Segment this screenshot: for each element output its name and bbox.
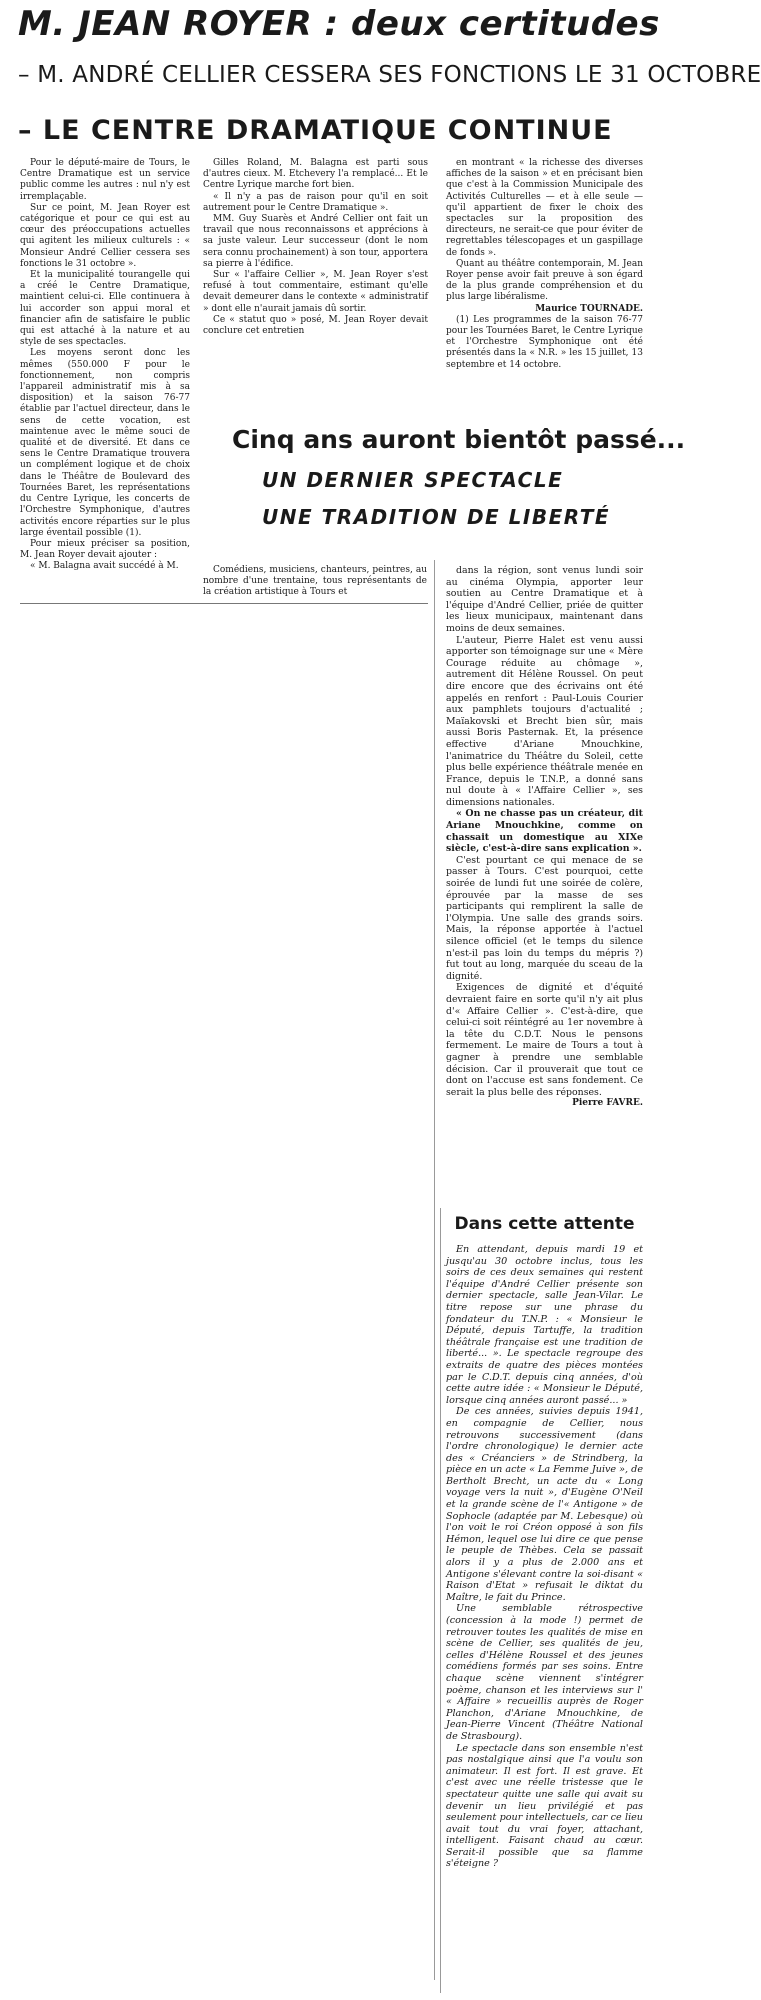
article1-footnote: (1) Les programmes de la saison 76-77 pour les Tournées Baret, le Centre Lyrique et l'Orchestre Symphonique ont été présentés dans la « N.R. » les 15 juillet, 13 septembre et 14 octobre. bbox=[446, 314, 643, 370]
article1-column-b bbox=[203, 158, 428, 450]
article1-paragraph: Les moyens seront donc les mêmes (550.000 F pour le fonctionnement, non compris l'appareil administratif mis à sa disposition) et la saison 76-77 établie par l'actuel directeur, dans le sens de cette vocation, est maintenue avec le même souci de qualité et de diversité. Et dans ce sens le Centre Dramatique trouvera un complément logique et de choix dans le Théâtre de Boulevard des Tournées Baret, les représentations du Centre Lyrique, les concerts de l'Orchestre Symphonique, d'autres activités encore réparties sur le plus large éventail possible (1). bbox=[20, 348, 190, 538]
article1-signature: Maurice TOURNADE. bbox=[535, 303, 643, 314]
article2-paragraph: L'auteur, Pierre Halet est venu aussi apporter son témoignage sur une « Mère Courage réduite au chômage », autrement dit Hélène Roussel. On peut dire encore que des écrivains ont été appelés en renfort : Paul-Louis Courier aux pamphlets toujours d'actualité ; Maïakovski et Brecht bien sûr, mais aussi Boris Pasternak. Et, la présence effective d'Ariane Mnouchkine, l'animatrice du Théâtre du Soleil, cette plus belle expérience théâtrale menée en France, depuis le T.N.P., a donné sans nul doute à « l'Affaire Cellier », ses dimensions nationales. bbox=[446, 634, 643, 808]
headline-sub-2: – LE CENTRE DRAMATIQUE CONTINUE bbox=[18, 115, 613, 146]
article3-title: Dans cette attente bbox=[454, 1214, 635, 1234]
article2-signature: Pierre FAVRE. bbox=[572, 1098, 643, 1109]
article2-title: Cinq ans auront bientôt passé... bbox=[232, 425, 686, 454]
article2-subtitle-1: UN DERNIER SPECTACLE bbox=[262, 468, 564, 492]
article1-paragraph: Pour mieux préciser sa position, M. Jean Royer devait ajouter : bbox=[20, 538, 190, 561]
article1-paragraph: Sur « l'affaire Cellier », M. Jean Royer s'est refusé à tout commentaire, estimant qu'elle devait demeurer dans le contexte « administratif » dont elle n'aurait jamais dû sortir. bbox=[203, 270, 428, 314]
article1-column-a bbox=[20, 158, 190, 576]
article2-column-e bbox=[446, 565, 643, 1205]
headline-sub-1: – M. ANDRÉ CELLIER CESSERA SES FONCTIONS LE 31 OCTOBRE bbox=[18, 62, 761, 88]
article3-paragraph: Le spectacle dans son ensemble n'est pas nostalgique ainsi que l'a voulu son animateur. Il est fort. Il est grave. Et c'est avec une réelle tristesse que le spectateur quitte une salle qui avait su devenir un lieu privilégié et pas seulement pour intellectuels, car ce lieu avait tout du vrai foyer, attachant, intelligent. Faisant chaud au cœur. Serait-il possible que sa flamme s'éteigne ? bbox=[446, 1742, 643, 1870]
article1-paragraph: « Il n'y a pas de raison pour qu'il en soit autrement pour le Centre Dramatique ». bbox=[203, 191, 428, 213]
article3-paragraph: En attendant, depuis mardi 19 et jusqu'au 30 octobre inclus, tous les soirs de ces deux semaines qui restent l'équipe d'André Cellier présente son dernier spectacle, salle Jean-Vilar. Le titre repose sur une phrase du fondateur du T.N.P. : « Monsieur le Député, depuis Tartuffe, la tradition théâtrale française est une tradition de liberté... ». Le spectacle regroupe des extraits de quatre des pièces montées par le C.D.T. depuis cinq années, d'où cette autre idée : « Monsieur le Député, lorsque cinq années auront passé... » bbox=[446, 1244, 643, 1406]
article1-paragraph: Quant au théâtre contemporain, M. Jean Royer pense avoir fait preuve à son égard de la plus grande compréhension et du plus large libéralisme. bbox=[446, 258, 643, 303]
vertical-divider bbox=[434, 560, 435, 1980]
article1-paragraph: Sur ce point, M. Jean Royer est catégorique et pour ce qui est au cœur des préoccupations actuelles qui agitent les milieux culturels : « Monsieur André Cellier cessera ses fonctions le 31 octobre ». bbox=[20, 202, 190, 269]
article2-column-d bbox=[203, 565, 427, 605]
horizontal-divider bbox=[20, 603, 428, 604]
article1-paragraph: en montrant « la richesse des diverses affiches de la saison » et en précisant bien que c'est à la Commission Municipale des Activités Culturelles — et à elle seule — qu'il appartient de fixer le choix des spectacles sur la proposition des directeurs, ne serait-ce que pour éviter de regrettables télescopages et un gaspillage de fonds ». bbox=[446, 158, 643, 258]
article2-subtitle-2: UNE TRADITION DE LIBERTÉ bbox=[262, 505, 611, 529]
article2-paragraph: dans la région, sont venus lundi soir au cinéma Olympia, apporter leur soutien au Centre Dramatique et à l'équipe d'André Cellier, priée de quitter les lieux municipaux, maintenant dans moins de deux semaines. bbox=[446, 565, 643, 634]
article1-column-c bbox=[446, 158, 643, 450]
article1-paragraph: MM. Guy Suarès et André Cellier ont fait un travail que nous reconnaissons et apprécions à sa juste valeur. Leur successeur (dont le nom sera connu prochainement) à son tour, apportera sa pierre à l'édifice. bbox=[203, 214, 428, 269]
article2-quote: « On ne chasse pas un créateur, dit Ariane Mnouchkine, comme on chassait un domestique au XIXe siècle, c'est-à-dire sans explication ». bbox=[446, 808, 643, 855]
headline-main: M. JEAN ROYER : deux certitudes bbox=[18, 4, 660, 44]
article1-paragraph: Gilles Roland, M. Balagna est parti sous d'autres cieux. M. Etchevery l'a remplacé... Et le Centre Lyrique marche fort bien. bbox=[203, 158, 428, 191]
article1-paragraph: « M. Balagna avait succédé à M. bbox=[30, 561, 179, 572]
article3-paragraph: De ces années, suivies depuis 1941, en compagnie de Cellier, nous retrouvons successivement (dans l'ordre chronologique) le dernier acte des « Créanciers » de Strindberg, la pièce en un acte « La Femme Juive », de Bertholt Brecht, un acte du « Long voyage vers la nuit », d'Eugène O'Neil et la grande scène de l'« Antigone » de Sophocle (adaptée par M. Lebesque) où l'on voit le roi Créon opposé à son fils Hémon, lequel ose lui dire ce que pense le peuple de Thèbes. Cela se passait alors il y a plus de 2.000 ans et Antigone s'élevant contre la soi-disant « Raison d'Etat » refusait le diktat du Maître, le fait du Prince. bbox=[446, 1406, 643, 1603]
article2-paragraph: Comédiens, musiciens, chanteurs, peintres, au nombre d'une trentaine, tous représentants de la création artistique à Tours et bbox=[203, 565, 427, 598]
article1-paragraph: Ce « statut quo » posé, M. Jean Royer devait conclure cet entretien bbox=[203, 314, 428, 337]
article3-paragraph: Une semblable rétrospective (concession à la mode !) permet de retrouver toutes les qualités de mise en scène de Cellier, ses qualités de jeu, celles d'Hélène Roussel et des jeunes comédiens formés par ses soins. Entre chaque scène viennent s'intégrer poème, chanson et les interviews sur l' « Affaire » recueillis auprès de Roger Planchon, d'Ariane Mnouchkine, de Jean-Pierre Vincent (Théâtre National de Strasbourg). bbox=[446, 1603, 643, 1742]
article1-paragraph: Pour le député-maire de Tours, le Centre Dramatique est un service public comme les autres : nul n'y est irremplaçable. bbox=[20, 158, 190, 202]
article2-paragraph: C'est pourtant ce qui menace de se passer à Tours. C'est pourquoi, cette soirée de lundi fut une soirée de colère, éprouvée par la masse de ses participants qui remplirent la salle de l'Olympia. Une salle des grands soirs. Mais, la réponse apportée à l'actuel silence officiel (et le temps du silence n'est-il pas loin du temps du mépris ?) fut tout au long, marquée du sceau de la dignité. bbox=[446, 854, 643, 982]
article2-paragraph: Exigences de dignité et d'équité devraient faire en sorte qu'il n'y ait plus d'« Affaire Cellier ». C'est-à-dire, que celui-ci soit réintégré au 1er novembre à la tête du C.D.T. Nous le pensons fermement. Le maire de Tours a tout à gagner à prendre une semblable décision. Car il prouverait que tout ce dont on l'accuse est sans fondement. Ce serait la plus belle des réponses. bbox=[446, 982, 643, 1098]
article3-body bbox=[446, 1244, 643, 1994]
article1-paragraph: Et la municipalité tourangelle qui a créé le Centre Dramatique, maintient celui-ci. Elle continuera à lui accorder son appui moral et financier afin de satisfaire le public qui est attaché à la nature et au style de ses spectacles. bbox=[20, 270, 190, 348]
